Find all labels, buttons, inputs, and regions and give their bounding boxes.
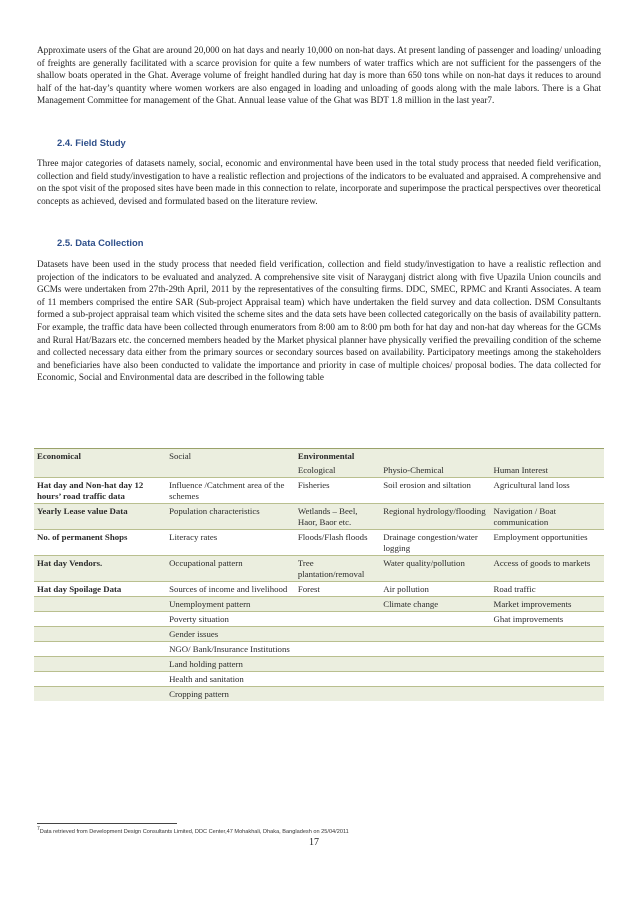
subheader-empty (166, 463, 295, 478)
table-row (34, 582, 604, 597)
cell-physio-chemical: Water quality/pollution (380, 556, 490, 582)
cell-physio-chemical (380, 642, 490, 657)
cell-economical: Hat day Vendors. (34, 556, 166, 582)
cell-economical: No. of permanent Shops (34, 530, 166, 556)
cell-physio-chemical (380, 672, 490, 687)
table-row (34, 687, 604, 702)
cell-physio-chemical: Air pollution (380, 582, 490, 597)
data-collection-heading: 2.5. Data Collection (57, 237, 144, 248)
cell-physio-chemical (380, 687, 490, 702)
cell-ecological: Floods/Flash floods (295, 530, 380, 556)
header-human-interest: Human Interest (491, 463, 605, 478)
cell-human-interest: Access of goods to markets (491, 556, 605, 582)
field-study-heading: 2.4. Field Study (57, 137, 126, 148)
cell-social: Health and sanitation (166, 672, 295, 687)
cell-ecological (295, 612, 380, 627)
cell-physio-chemical: Climate change (380, 597, 490, 612)
cell-ecological: Fisheries (295, 478, 380, 504)
header-environmental: Environmental (295, 449, 604, 464)
footnote-marker: 7 (37, 826, 40, 832)
table-row (34, 597, 604, 612)
cell-physio-chemical (380, 657, 490, 672)
cell-economical (34, 642, 166, 657)
cell-ecological: Tree plantation/removal (295, 556, 380, 582)
cell-physio-chemical: Regional hydrology/flooding (380, 504, 490, 530)
cell-social: Sources of income and livelihood (166, 582, 295, 597)
cell-human-interest: Navigation / Boat communication (491, 504, 605, 530)
cell-ecological (295, 687, 380, 702)
cell-ecological (295, 642, 380, 657)
cell-ecological (295, 597, 380, 612)
cell-economical: Hat day Spoilage Data (34, 582, 166, 597)
cell-social: Cropping pattern (166, 687, 295, 702)
cell-human-interest (491, 687, 605, 702)
cell-social: Literacy rates (166, 530, 295, 556)
cell-ecological (295, 627, 380, 642)
cell-social: Population characteristics (166, 504, 295, 530)
cell-social: Poverty situation (166, 612, 295, 627)
cell-human-interest: Ghat improvements (491, 612, 605, 627)
field-study-paragraph: Three major categories of datasets namely, social, economic and environmental have been used in the total study process that needed field verification, collection and field study/investigation to have a realistic reflection and projections of the indicators to be evaluated and appraised. A comprehensive and on the spot visit of the proposed sites have been made in this connection to relate, incorporate and superimpose the practical perspectives over theoretical concepts as achieved, devised and formulated based on the literature review. (37, 158, 601, 206)
table-subheader-row (34, 463, 604, 478)
page-number: 17 (309, 837, 319, 848)
cell-social: Occupational pattern (166, 556, 295, 582)
cell-ecological (295, 672, 380, 687)
intro-paragraph: Approximate users of the Ghat are around 20,000 on hat days and nearly 10,000 on non-hat days. At present landing of passenger and loading/ unloading of freights are generally facilitated with a scarce provision for quite a few numbers of water traffics which are not sufficient for the passengers of the shallow boats operated in the Ghat. Average volume of freight handled during hat day is more than 650 tons while on non-hat days it reduces to around half of the hat-day’s quantity where women workers are also engaged in loading and unloading of goods along with the male labors. There is a Ghat Management Committee for management of the Ghat. Annual lease value of the Ghat was BDT 1.8 million in the last year7. (37, 45, 601, 106)
header-ecological: Ecological (295, 463, 380, 478)
cell-economical: Hat day and Non-hat day 12 hours’ road traffic data (34, 478, 166, 504)
data-collection-paragraph: Datasets have been used in the study process that needed field verification, collection and field study/investigation to have a realistic reflection and projection of the indicators to be evaluated and analyzed. A comprehensive site visit of Narayganj district along with five Upazila Union councils and GCMs were undertaken from 27th-29th April, 2011 by the representatives of the consulting firms. DDC, SMEC, RPMC and Kranti Associates. A team of 11 members comprised the entire SAR (Sub-project Appraisal team) which have undertaken the field survey and data collection. DSM Consultants formed a sub-project appraisal team which visited the scheme sites and the data sets have been collected categorically on the basis of availability pattern. For example, the traffic data have been collected through enumerators from 8:00 am to 8:00 pm both for hat day and non-hat day whereas for the GCMs and Rural Hat/Bazars etc. the concerned members headed by the Market physical planner have physically verified the prevailing condition of the scheme and collected necessary data either from the primary sources or secondary sources based on availability. Participatory meetings among the stakeholders and beneficiaries have also been conducted to validate the importance and priority in case of multiple choices/ proposal bodies. The data collected for Economic, Social and Environmental data are described in the following table (37, 259, 601, 383)
table-row (34, 657, 604, 672)
table-row (34, 642, 604, 657)
cell-human-interest (491, 672, 605, 687)
cell-economical (34, 597, 166, 612)
table-row (34, 672, 604, 687)
cell-physio-chemical: Drainage congestion/water logging (380, 530, 490, 556)
subheader-empty (34, 463, 166, 478)
footnote (37, 826, 349, 835)
cell-social: Land holding pattern (166, 657, 295, 672)
footnote-separator (37, 823, 177, 824)
cell-human-interest (491, 657, 605, 672)
cell-human-interest: Road traffic (491, 582, 605, 597)
cell-human-interest (491, 627, 605, 642)
cell-human-interest: Market improvements (491, 597, 605, 612)
cell-social: NGO/ Bank/Insurance Institutions (166, 642, 295, 657)
datasets-table (34, 448, 604, 701)
cell-social: Gender issues (166, 627, 295, 642)
header-physio-chemical: Physio-Chemical (380, 463, 490, 478)
cell-economical (34, 687, 166, 702)
footnote-text: Data retrieved from Development Design Consultants Limited, DDC Center,47 Mohakhali, Dhaka, Bangladesh on 25/04/2011 (39, 828, 349, 835)
header-economical: Economical (34, 449, 166, 464)
cell-ecological (295, 657, 380, 672)
cell-social: Unemployment pattern (166, 597, 295, 612)
cell-economical (34, 672, 166, 687)
header-social: Social (166, 449, 295, 464)
cell-physio-chemical (380, 612, 490, 627)
cell-physio-chemical (380, 627, 490, 642)
table-row (34, 504, 604, 530)
table-row (34, 478, 604, 504)
table-row (34, 627, 604, 642)
cell-economical: Yearly Lease value Data (34, 504, 166, 530)
table-header-row (34, 449, 604, 464)
cell-human-interest: Agricultural land loss (491, 478, 605, 504)
cell-human-interest: Employment opportunities (491, 530, 605, 556)
cell-physio-chemical: Soil erosion and siltation (380, 478, 490, 504)
table-row (34, 612, 604, 627)
cell-ecological: Forest (295, 582, 380, 597)
cell-economical (34, 627, 166, 642)
table-row (34, 556, 604, 582)
table-row (34, 530, 604, 556)
cell-economical (34, 612, 166, 627)
cell-ecological: Wetlands – Beel, Haor, Baor etc. (295, 504, 380, 530)
cell-human-interest (491, 642, 605, 657)
cell-social: Influence /Catchment area of the schemes (166, 478, 295, 504)
cell-economical (34, 657, 166, 672)
